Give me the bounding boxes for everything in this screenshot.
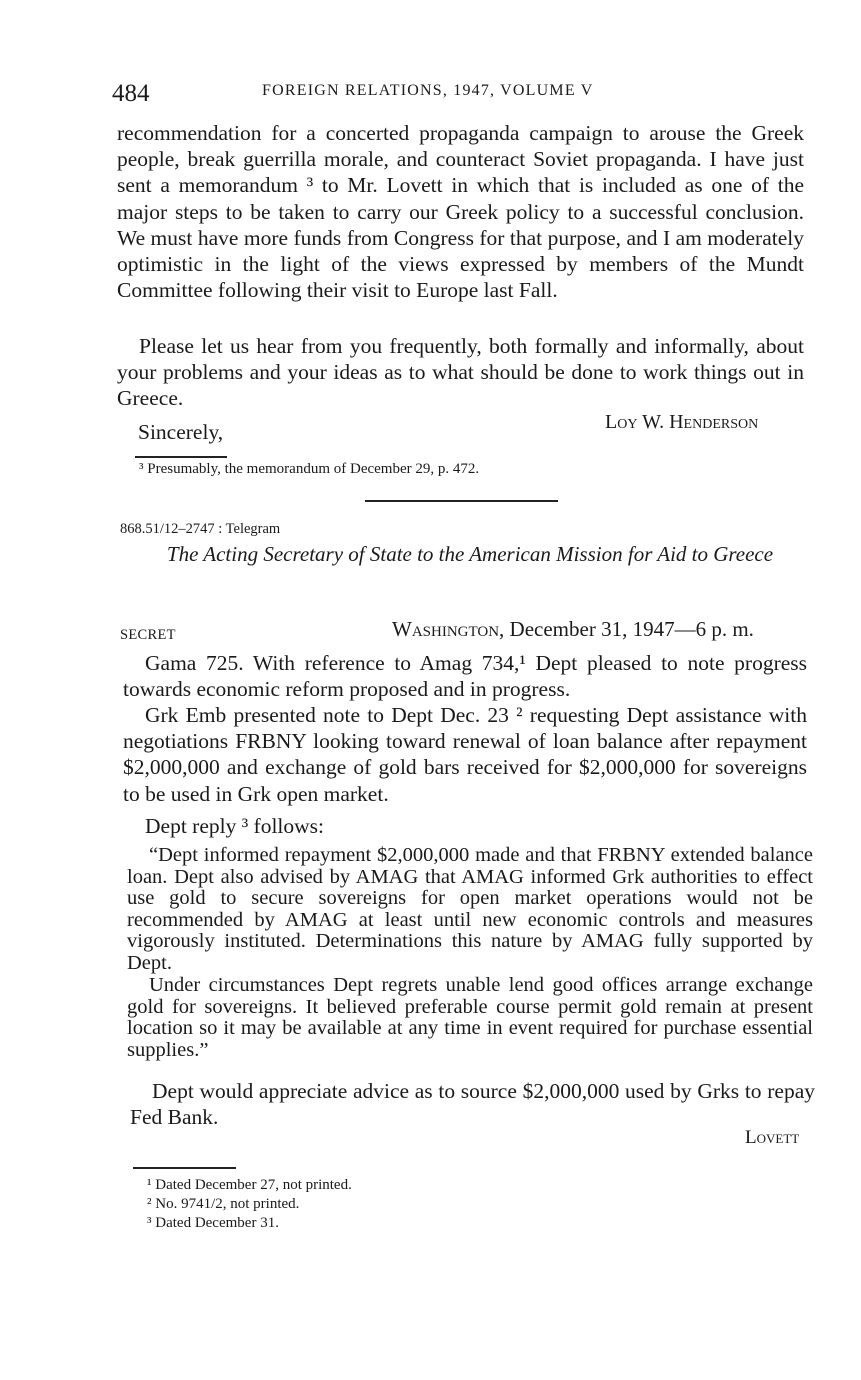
footnotes-bottom bbox=[147, 1176, 352, 1233]
telegram-signer: Lovett bbox=[745, 1127, 800, 1148]
dateline-place: Washington bbox=[392, 617, 500, 641]
footnote-top: ³ Presumably, the memorandum of December 29, p. 472. bbox=[139, 461, 480, 477]
page-number: 484 bbox=[112, 80, 150, 107]
classification-label: SECRET bbox=[120, 627, 176, 643]
dateline bbox=[392, 617, 754, 642]
letter-closing: Sincerely, bbox=[138, 420, 224, 444]
footnote-divider bbox=[135, 456, 227, 458]
telegram-paragraph-1: Gama 725. With reference to Amag 734,¹ Dept pleased to note progress towards economic reform proposed and in progress. bbox=[123, 651, 807, 702]
telegram-paragraph-3: Dept reply ³ follows: bbox=[145, 814, 325, 838]
quoted-reply-paragraph-2: Under circumstances Dept regrets unable lend good offices arrange exchange gold for sovereigns. It believed preferable course permit gold remain at present location so it may be available at any time in event required for purchase essential supplies.” bbox=[127, 974, 813, 1061]
footnote-divider-bottom bbox=[133, 1167, 236, 1169]
quoted-reply-paragraph-1: “Dept informed repayment $2,000,000 made and that FRBNY extended balance loan. Dept also advised by AMAG that AMAG informed Grk authorities to effect use gold to secure sovereigns for open market operations would not be recommended by AMAG at least until new economic controls and measures vigorously instituted. Determinations this nature by AMAG fully supported by Dept. bbox=[127, 844, 813, 974]
telegram-title: The Acting Secretary of State to the American Mission for Aid to Greece bbox=[166, 542, 774, 566]
telegram-paragraph-2: Grk Emb presented note to Dept Dec. 23 ² requesting Dept assistance with negotiations FRBNY looking toward renewal of loan balance after repayment $2,000,000 and exchange of gold bars received for $2,000,000 for sovereigns to be used in Grk open market. bbox=[123, 703, 807, 806]
letter-paragraph-request: Please let us hear from you frequently, both formally and informally, about your problems and your ideas as to what should be done to work things out in Greece. bbox=[117, 334, 804, 411]
letter-paragraph-continuation: recommendation for a concerted propaganda campaign to arouse the Greek people, break guerrilla morale, and counteract Soviet propaganda. I have just sent a memorandum ³ to Mr. Lovett in which that is included as one of the major steps to be taken to carry our Greek policy to a successful conclusion. We must have more funds from Congress for that purpose, and I am moderately optimistic in the light of the views expressed by members of the Mundt Committee following their visit to Europe last Fall. bbox=[117, 121, 804, 303]
page-header bbox=[112, 80, 812, 110]
dateline-date: , December 31, 1947—6 p. m. bbox=[499, 617, 754, 641]
running-head: FOREIGN RELATIONS, 1947, VOLUME V bbox=[262, 82, 594, 99]
footnote-2: ² No. 9741/2, not printed. bbox=[147, 1196, 300, 1212]
footnote-3: ³ Dated December 31. bbox=[147, 1215, 279, 1231]
footnote-1: ¹ Dated December 27, not printed. bbox=[147, 1177, 352, 1193]
telegram-file-number: 868.51/12–2747 : Telegram bbox=[120, 521, 281, 537]
letter-signer: Loy W. Henderson bbox=[605, 411, 759, 433]
section-divider bbox=[365, 500, 558, 502]
telegram-paragraph-4: Dept would appreciate advice as to source $2,000,000 used by Grks to repay Fed Bank. bbox=[130, 1079, 815, 1130]
